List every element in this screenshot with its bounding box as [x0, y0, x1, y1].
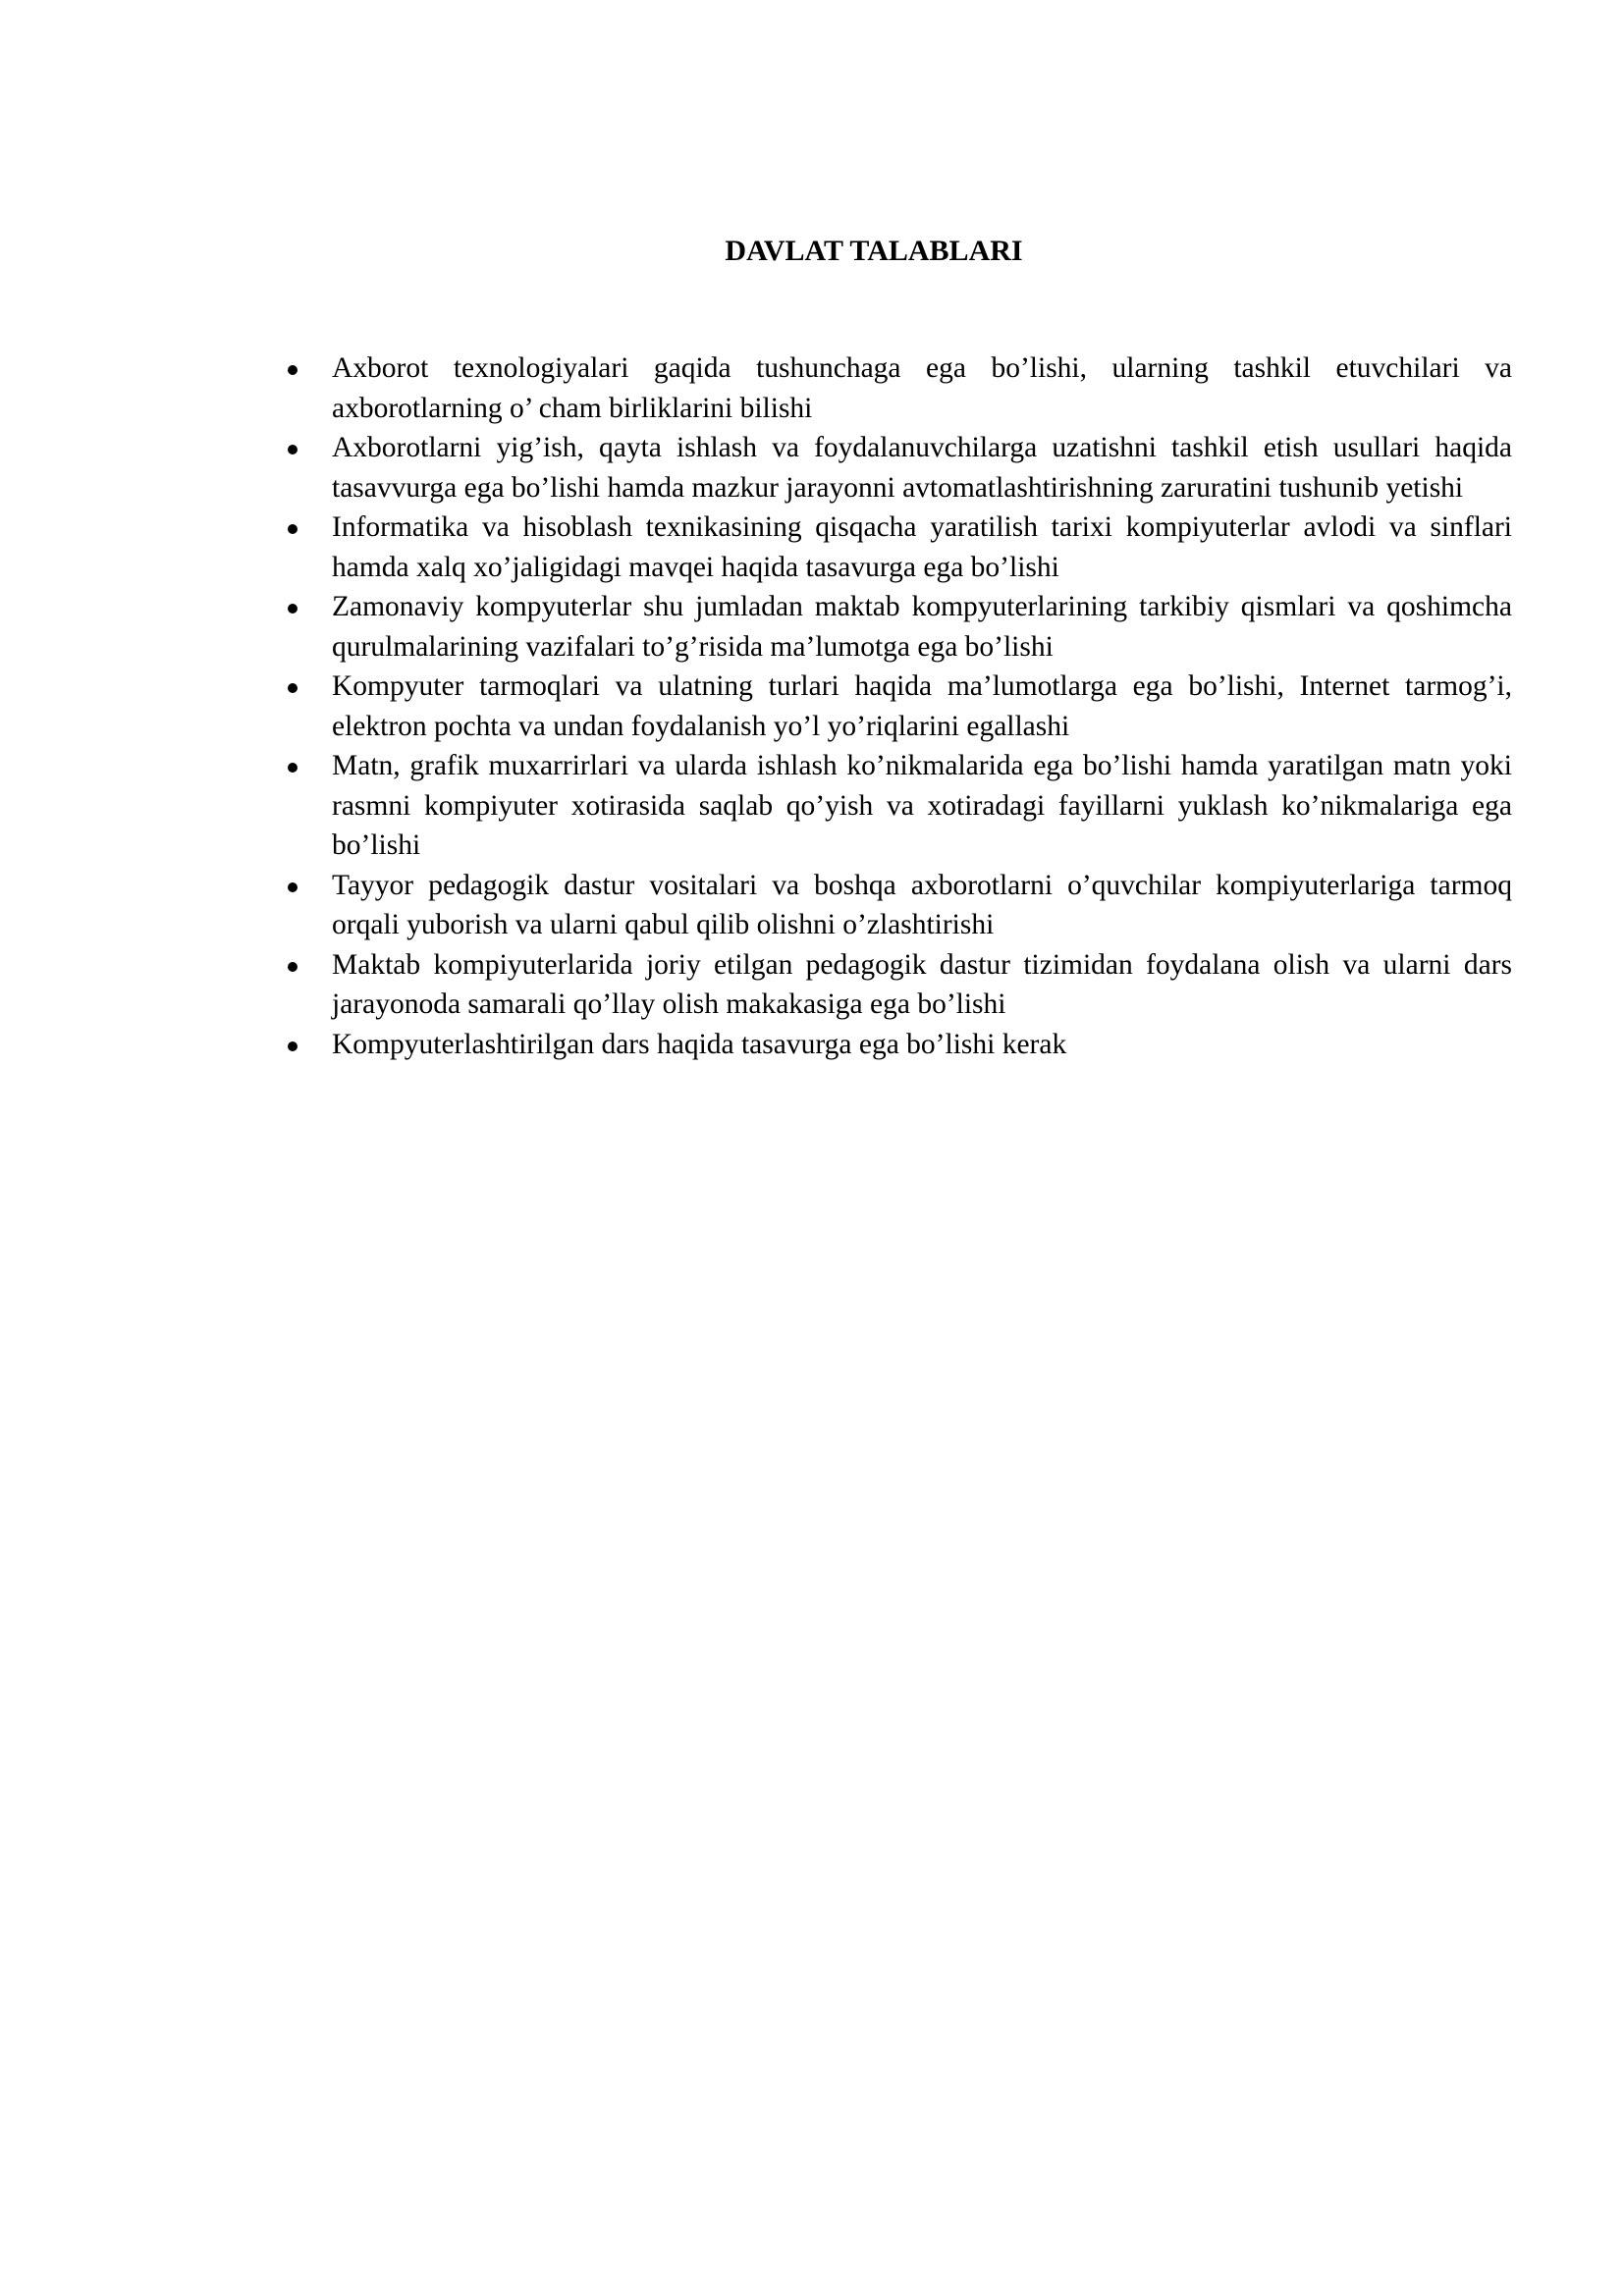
- list-item: [283, 746, 1512, 866]
- list-item-text: Zamonaviy kompyuterlar shu jumladan maktab kompyuterlarining tarkibiy qismlari va qoshimcha qurulmalarining vazifalari to’g’risida ma’lumotga ega bo’lishi: [332, 591, 1512, 663]
- list-item: [283, 945, 1512, 1025]
- bullet-icon: [288, 683, 298, 693]
- bullet-icon: [288, 365, 298, 375]
- list-item-text: Matn, grafik muxarrirlari va ularda ishlash ko’nikmalarida ega bo’lishi hamda yaratilgan matn yoki rasmni kompiyuter xotirasida saqlab qo’yish va xotiradagi fayillarni yuklash ko’nikmalariga ega bo’lishi: [332, 750, 1512, 861]
- list-item: [283, 507, 1512, 587]
- bullet-icon: [288, 882, 298, 892]
- list-item: [283, 428, 1512, 507]
- list-item: [283, 587, 1512, 667]
- list-item-text: Maktab kompiyuterlarida joriy etilgan pedagogik dastur tizimidan foydalana olish va ularni dars jarayonoda samarali qo’llay olish makakasiga ega bo’lishi: [332, 948, 1512, 1020]
- list-item: [283, 866, 1512, 945]
- bullet-icon: [288, 763, 298, 773]
- list-item: [283, 667, 1512, 746]
- bullet-icon: [288, 604, 298, 614]
- bullet-icon: [288, 1041, 298, 1051]
- bullet-icon: [288, 445, 298, 454]
- list-item: [283, 348, 1512, 428]
- bullet-icon: [288, 524, 298, 534]
- requirements-list: [283, 348, 1512, 1064]
- bullet-icon: [288, 962, 298, 972]
- list-item: [283, 1025, 1512, 1065]
- page-title: DAVLAT TALABLARI: [725, 235, 1023, 267]
- list-item-text: Kompyuterlashtirilgan dars haqida tasavurga ega bo’lishi kerak: [332, 1028, 1067, 1060]
- list-item-text: Tayyor pedagogik dastur vositalari va boshqa axborotlarni o’quvchilar kompiyuterlariga tarmoq orqali yuborish va ularni qabul qilib olishni o’zlashtirishi: [332, 869, 1512, 940]
- list-item-text: Axborot texnologiyalari gaqida tushunchaga ega bo’lishi, ularning tashkil etuvchilari va axborotlarning o’ cham birliklarini bilishi: [332, 352, 1512, 424]
- list-item-text: Axborotlarni yig’ish, qayta ishlash va foydalanuvchilarga uzatishni tashkil etish usullari haqida tasavvurga ega bo’lishi hamda mazkur jarayonni avtomatlashtirishning zaruratini tushunib yetishi: [332, 432, 1512, 504]
- list-item-text: Kompyuter tarmoqlari va ulatning turlari haqida ma’lumotlarga ega bo’lishi, Internet tarmog’i, elektron pochta va undan foydalanish yo’l yo’riqlarini egallashi: [332, 670, 1512, 742]
- list-item-text: Informatika va hisoblash texnikasining qisqacha yaratilish tarixi kompiyuterlar avlodi va sinflari hamda xalq xo’jaligidagi mavqei haqida tasavurga ega bo’lishi: [332, 511, 1512, 583]
